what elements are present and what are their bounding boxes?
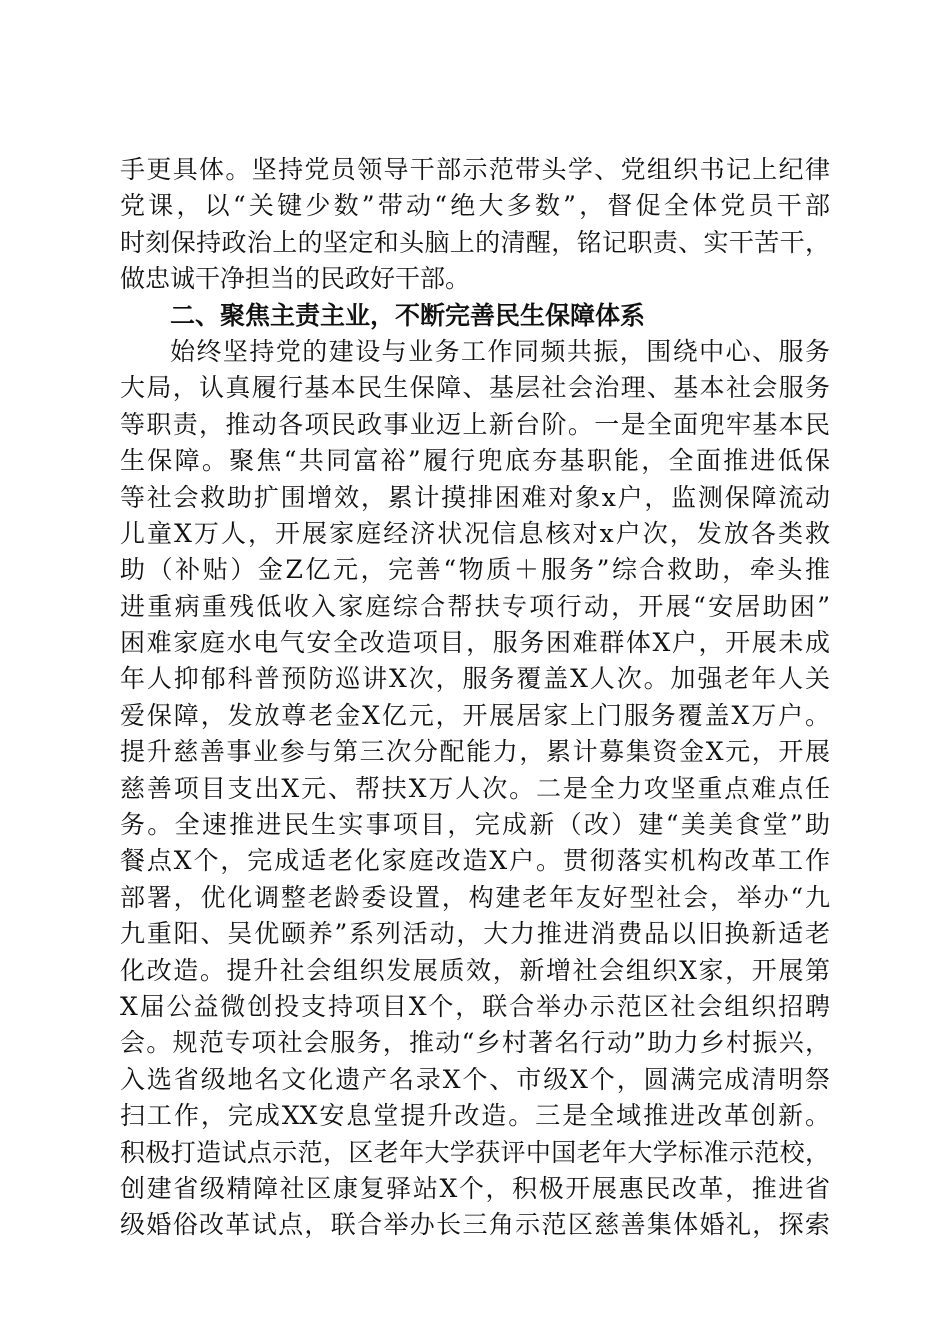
paragraph-line: 始终坚持党的建设与业务工作同频共振，围绕中心、服务 [170,336,830,366]
paragraph-line: 慈善项目支出X元、帮扶X万人次。二是全力攻坚重点难点任 [120,773,830,803]
paragraph-line: 助（补贴）金Z亿元，完善“物质＋服务”综合救助，牵头推 [120,555,830,585]
paragraph-line: 扫工作，完成XX安息堂提升改造。三是全域推进改革创新。 [120,1101,830,1131]
paragraph-line: 做忠诚干净担当的民政好干部。 [120,264,471,294]
section-heading: 二、聚焦主责主业，不断完善民生保障体系 [170,300,646,330]
paragraph-line: 部署，优化调整老龄委设置，构建老年友好型社会，举办“九 [120,882,830,912]
paragraph-line: 时刻保持政治上的坚定和头脑上的清醒，铭记职责、实干苦干， [120,227,830,257]
paragraph-line: 生保障。聚焦“共同富裕”履行兜底夯基职能，全面推进低保 [120,446,830,476]
paragraph-line: 儿童X万人，开展家庭经济状况信息核对x户次，发放各类救 [120,518,830,548]
paragraph-line: 年人抑郁科普预防巡讲X次，服务覆盖X人次。加强老年人关 [120,664,830,694]
paragraph-line: 九重阳、吴优颐养”系列活动，大力推进消费品以旧换新适老 [120,919,830,949]
paragraph-line: 等社会救助扩围增效，累计摸排困难对象x户，监测保障流动 [120,482,830,512]
paragraph-line: 困难家庭水电气安全改造项目，服务困难群体X户，开展未成 [120,628,830,658]
paragraph-line: X届公益微创投支持项目X个，联合举办示范区社会组织招聘 [120,991,830,1021]
paragraph-line: 餐点X个，完成适老化家庭改造X户。贯彻落实机构改革工作 [120,846,830,876]
paragraph-line: 提升慈善事业参与第三次分配能力，累计募集资金X元，开展 [120,737,830,767]
document-body [120,152,830,1244]
paragraph-line: 进重病重残低收入家庭综合帮扶专项行动，开展“安居助困” [120,591,830,621]
paragraph-line: 入选省级地名文化遗产名录X个、市级X个，圆满完成清明祭 [120,1064,830,1094]
paragraph-line: 大局，认真履行基本民生保障、基层社会治理、基本社会服务 [120,373,830,403]
paragraph-line: 会。规范专项社会服务，推动“乡村著名行动”助力乡村振兴， [120,1028,830,1058]
paragraph-line: 化改造。提升社会组织发展质效，新增社会组织X家，开展第 [120,955,830,985]
paragraph-line: 积极打造试点示范，区老年大学获评中国老年大学标准示范校， [120,1137,830,1167]
paragraph-line: 爱保障，发放尊老金X亿元，开展居家上门服务覆盖X万户。 [120,700,830,730]
paragraph-line: 等职责，推动各项民政事业迈上新台阶。一是全面兜牢基本民 [120,409,830,439]
paragraph-line: 级婚俗改革试点，联合举办长三角示范区慈善集体婚礼，探索 [120,1210,830,1240]
paragraph-line: 务。全速推进民生实事项目，完成新（改）建“美美食堂”助 [120,810,830,840]
paragraph-line: 党课，以“关键少数”带动“绝大多数”，督促全体党员干部 [120,191,830,221]
paragraph-line: 手更具体。坚持党员领导干部示范带头学、党组织书记上纪律 [120,155,830,184]
paragraph-line: 创建省级精障社区康复驿站X个，积极开展惠民改革，推进省 [120,1173,830,1203]
